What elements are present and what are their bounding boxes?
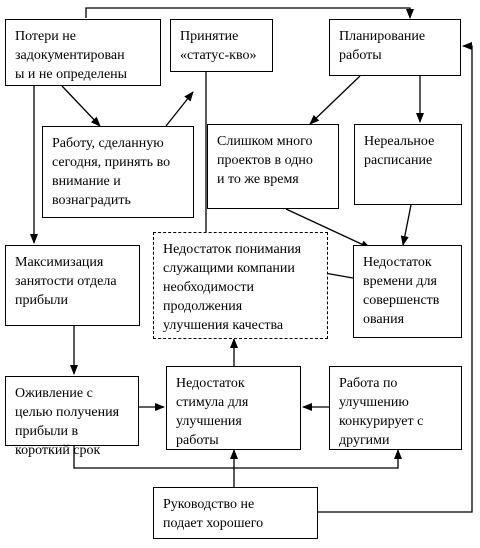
node-undocumented-losses <box>5 19 161 86</box>
node-lack-incentive-text: Недостаток стимула для улучшения работы <box>176 376 249 448</box>
node-too-many-projects <box>207 124 339 209</box>
node-lack-understanding <box>153 232 328 339</box>
node-too-many-projects-text: Слишком много проектов в одно и то же время <box>217 134 313 187</box>
node-reward-today-text: Работу, сделанную сегодня, принять во внимание и вознаградить <box>52 136 171 208</box>
node-management-bad-example <box>153 487 318 539</box>
node-management-bad-example-text: Руководство не подает хорошего <box>163 497 264 531</box>
arrow-schedule-to-time <box>403 205 411 245</box>
node-undocumented-losses-text: Потери не задокументирован ы и не определены <box>15 29 128 82</box>
node-short-term-profit-text: Оживление с целью получения прибыли в короткий срок <box>15 386 120 458</box>
node-status-quo-text: Принятие «статус-кво» <box>180 29 257 63</box>
node-lack-time-text: Недостаток времени для совершенств ования <box>363 255 440 327</box>
arrow-losses-to-reward <box>62 86 100 126</box>
arrow-losses-to-planning <box>86 8 410 18</box>
node-improvement-competes <box>329 366 462 450</box>
node-maximize-profit <box>5 245 140 326</box>
node-reward-today <box>42 126 194 218</box>
node-status-quo <box>170 19 273 72</box>
node-maximize-profit-text: Максимизация занятости отдела прибыли <box>15 255 117 308</box>
node-improvement-competes-text: Работа по улучшению конкурирует с другими <box>339 376 424 448</box>
node-lack-incentive <box>166 366 301 450</box>
node-work-planning <box>329 19 461 76</box>
node-lack-time <box>353 245 462 338</box>
node-unreal-schedule-text: Нереальное расписание <box>364 134 435 168</box>
node-work-planning-text: Планирование работы <box>339 29 426 63</box>
arrow-reward-to-status <box>166 92 193 126</box>
node-short-term-profit <box>5 376 139 458</box>
node-unreal-schedule <box>354 124 462 205</box>
arrow-planning-to-projects <box>310 76 360 124</box>
node-lack-understanding-text: Недостаток понимания служащими компании необходимости продолжения улучшения качества <box>163 242 302 333</box>
